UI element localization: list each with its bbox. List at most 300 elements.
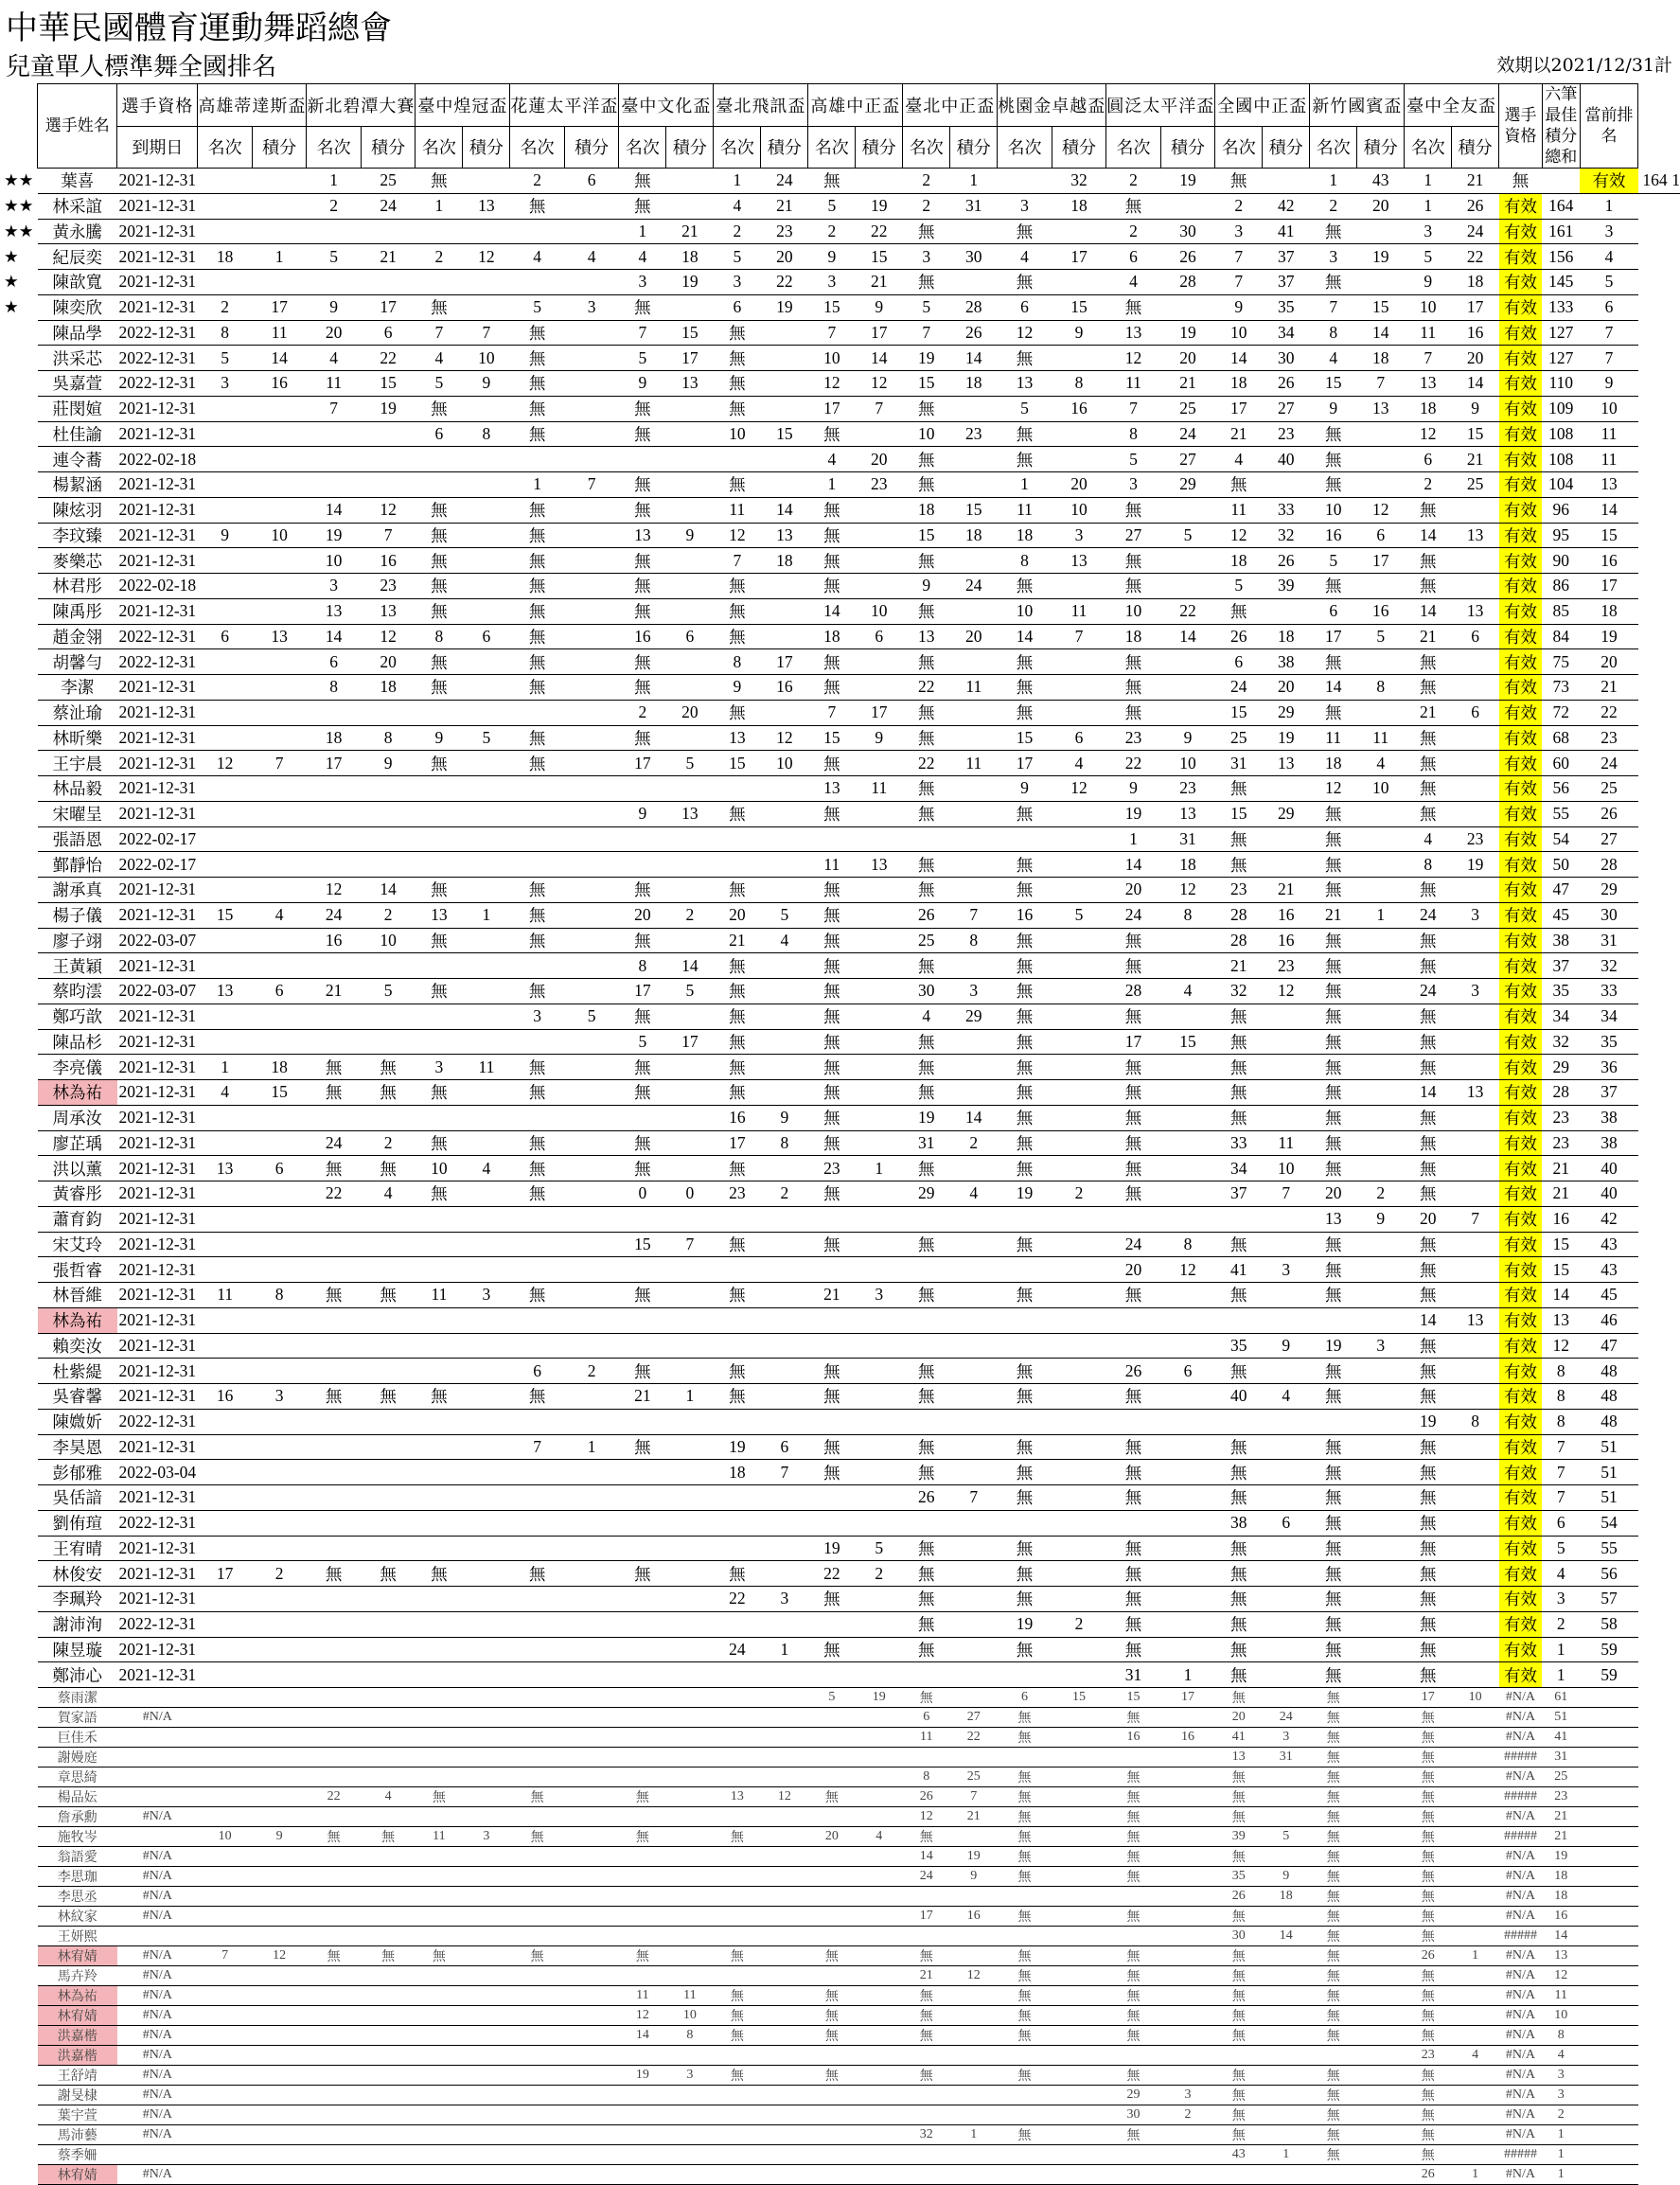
comp-points <box>761 1728 808 1748</box>
comp-rank: 11 <box>1215 497 1263 523</box>
comp-points <box>1052 878 1106 903</box>
comp-points <box>1452 1029 1499 1055</box>
comp-rank <box>903 2165 950 2185</box>
expiry-date <box>117 1728 198 1748</box>
comp-points <box>950 1156 998 1181</box>
comp-rank: 33 <box>1215 1130 1263 1156</box>
comp-points <box>856 1333 903 1359</box>
comp-rank <box>510 1307 565 1333</box>
comp-rank: 無 <box>1405 1662 1452 1688</box>
comp-points: 8 <box>1160 902 1215 928</box>
player-name: 王宥晴 <box>38 1536 117 1561</box>
comp-points <box>856 1206 903 1232</box>
unranked-row <box>4 1708 1680 1728</box>
comp-points <box>856 1460 903 1485</box>
star-rating <box>4 1768 38 1787</box>
comp-rank <box>198 675 253 701</box>
comp-rank: 5 <box>619 346 666 371</box>
comp-rank <box>307 826 362 852</box>
comp-points <box>463 1561 510 1587</box>
comp-rank <box>198 548 253 574</box>
comp-points <box>856 1485 903 1511</box>
comp-rank <box>198 270 253 295</box>
comp-rank: 13 <box>998 371 1052 397</box>
comp-rank: 無 <box>619 1283 666 1308</box>
comp-points <box>1357 1946 1405 1966</box>
comp-points <box>463 169 510 194</box>
comp-points: 0 <box>666 1181 714 1207</box>
comp-points <box>761 472 808 498</box>
comp-points: 24 <box>361 193 416 219</box>
best6-total: 23 <box>1542 1787 1580 1807</box>
current-rank <box>1580 1847 1638 1867</box>
comp-rank <box>808 1887 856 1907</box>
comp-points: 19 <box>1263 725 1310 751</box>
comp-rank: 無 <box>619 1359 666 1384</box>
comp-rank: 15 <box>903 523 950 548</box>
player-name: 張語恩 <box>38 826 117 852</box>
comp-points <box>564 1130 619 1156</box>
comp-points: 1 <box>1160 1662 1215 1688</box>
best6-total: 18 <box>1542 1867 1580 1887</box>
player-name: 詹承勳 <box>38 1807 117 1827</box>
star-rating <box>4 1827 38 1847</box>
comp-rank: 1 <box>1405 193 1452 219</box>
comp-rank: 無 <box>510 1946 565 1966</box>
unranked-row <box>4 2125 1680 2145</box>
player-row <box>4 1257 1680 1283</box>
comp-rank <box>1106 2046 1161 2066</box>
comp-rank <box>307 1409 362 1434</box>
comp-points <box>950 1986 998 2006</box>
comp-points: 24 <box>1160 421 1215 447</box>
player-row <box>4 1359 1680 1384</box>
comp-points: 7 <box>666 1232 714 1257</box>
best6-total: 23 <box>1542 1105 1580 1130</box>
comp-rank: 無 <box>510 1787 565 1807</box>
comp-rank <box>307 1333 362 1359</box>
comp-rank <box>307 1587 362 1612</box>
comp-rank: 11 <box>1310 725 1357 751</box>
comp-rank: 無 <box>1310 1927 1357 1946</box>
comp-points: 3 <box>1357 1333 1405 1359</box>
star-rating <box>4 447 38 472</box>
comp-rank <box>307 2066 362 2086</box>
comp-points <box>1052 1748 1106 1768</box>
comp-points: 17 <box>361 294 416 320</box>
comp-points <box>1452 1055 1499 1080</box>
comp-rank: 30 <box>1106 2105 1161 2125</box>
comp-rank: 無 <box>1215 1611 1263 1637</box>
comp-rank: 13 <box>1310 1206 1357 1232</box>
qualification-status: 有效 <box>1499 294 1543 320</box>
comp-rank: 2 <box>808 219 856 244</box>
unranked-row <box>4 1887 1680 1907</box>
comp-rank <box>198 1807 253 1827</box>
comp-points <box>856 1587 903 1612</box>
player-row <box>4 1510 1680 1536</box>
comp-rank: 無 <box>903 1055 950 1080</box>
qualification-status: 有效 <box>1499 320 1543 346</box>
comp-points <box>666 472 714 498</box>
comp-rank: 15 <box>1215 801 1263 826</box>
comp-rank: 4 <box>619 244 666 270</box>
star-rating <box>4 346 38 371</box>
comp-rank: 13 <box>1405 371 1452 397</box>
comp-points <box>666 776 714 802</box>
comp-points: 21 <box>856 270 903 295</box>
comp-points <box>463 447 510 472</box>
comp-points: 10 <box>252 523 307 548</box>
comp-rank: 無 <box>998 2006 1052 2026</box>
comp-points <box>463 2145 510 2165</box>
comp-rank: 無 <box>619 649 666 675</box>
qualification-status: 有效 <box>1499 1156 1543 1181</box>
comp-points <box>856 1907 903 1927</box>
player-row <box>4 497 1680 523</box>
comp-rank: 無 <box>307 1156 362 1181</box>
comp-rank: 17 <box>198 1561 253 1587</box>
comp-rank: 35 <box>1215 1333 1263 1359</box>
comp-rank <box>808 1966 856 1986</box>
comp-points: 6 <box>1452 700 1499 725</box>
comp-rank: 1 <box>714 169 761 194</box>
expiry-date: #N/A <box>117 1966 198 1986</box>
comp-rank: 無 <box>416 523 463 548</box>
comp-points <box>564 1946 619 1966</box>
comp-points <box>463 801 510 826</box>
comp-points <box>564 523 619 548</box>
best6-total: 12 <box>1542 1966 1580 1986</box>
comp-points <box>463 219 510 244</box>
comp-rank: 無 <box>1215 598 1263 624</box>
comp-points <box>666 497 714 523</box>
current-rank: 25 <box>1580 776 1638 802</box>
comp-rank <box>808 1927 856 1946</box>
comp-points <box>950 801 998 826</box>
comp-points <box>463 1662 510 1688</box>
comp-points <box>1263 1080 1310 1106</box>
comp-points <box>856 1105 903 1130</box>
comp-rank: 無 <box>1310 700 1357 725</box>
comp-rank <box>714 1748 761 1768</box>
comp-rank <box>198 1460 253 1485</box>
comp-rank: 14 <box>1106 852 1161 878</box>
comp-points <box>252 396 307 421</box>
player-name: 蔡昀澐 <box>38 979 117 1004</box>
comp-points <box>856 497 903 523</box>
expiry-date: #N/A <box>117 2165 198 2185</box>
comp-rank <box>198 1257 253 1283</box>
comp-rank: 無 <box>1310 928 1357 953</box>
comp-points: 23 <box>1263 953 1310 979</box>
comp-rank: 無 <box>1215 1946 1263 1966</box>
star-rating <box>4 2006 38 2026</box>
qualification-status: 有效 <box>1499 902 1543 928</box>
comp-rank: 無 <box>998 1728 1052 1748</box>
comp-rank: 無 <box>998 1004 1052 1029</box>
comp-rank <box>510 2066 565 2086</box>
comp-points <box>564 2086 619 2105</box>
star-rating <box>4 1080 38 1106</box>
comp-points: 14 <box>1263 1927 1310 1946</box>
comp-rank: 21 <box>714 928 761 953</box>
comp-rank: 無 <box>714 2006 761 2026</box>
comp-rank: 無 <box>1106 1156 1161 1181</box>
comp-rank <box>808 1907 856 1927</box>
comp-rank: 24 <box>1405 902 1452 928</box>
comp-points <box>1452 1867 1499 1887</box>
comp-rank: 無 <box>1310 1130 1357 1156</box>
comp-rank: 無 <box>1310 1485 1357 1511</box>
comp-rank: 2 <box>1310 193 1357 219</box>
comp-points <box>463 928 510 953</box>
expiry-date: 2021-12-31 <box>117 1257 198 1283</box>
comp-points: 9 <box>856 294 903 320</box>
player-name: 林為祐 <box>38 1080 117 1106</box>
comp-points: 13 <box>361 598 416 624</box>
comp-points <box>252 1510 307 1536</box>
comp-rank: 1 <box>998 472 1052 498</box>
best6-total: 1 <box>1542 1637 1580 1662</box>
comp-points: 15 <box>1052 294 1106 320</box>
comp-points <box>1263 598 1310 624</box>
comp-rank: 10 <box>198 1827 253 1847</box>
best6-total: 96 <box>1542 497 1580 523</box>
comp-rank: 1 <box>1405 169 1452 194</box>
best6-total: 75 <box>1542 649 1580 675</box>
comp-rank: 無 <box>1310 1510 1357 1536</box>
comp-rank: 無 <box>1215 1029 1263 1055</box>
star-rating: ★ <box>4 246 19 266</box>
comp-rank: 無 <box>1215 1688 1263 1708</box>
comp-points: 18 <box>1452 270 1499 295</box>
player-row <box>4 598 1680 624</box>
comp-points <box>1357 1080 1405 1106</box>
comp-rank: 無 <box>903 1587 950 1612</box>
current-rank: 26 <box>1580 801 1638 826</box>
comp-points: 1 <box>950 169 998 194</box>
comp-rank: 無 <box>903 1561 950 1587</box>
comp-rank <box>198 1927 253 1946</box>
comp-points: 11 <box>950 675 998 701</box>
comp-points <box>1052 1708 1106 1728</box>
comp-rank: 無 <box>1405 801 1452 826</box>
comp-rank <box>510 1768 565 1787</box>
comp-points <box>1357 2006 1405 2026</box>
comp-points <box>1452 801 1499 826</box>
comp-points <box>1160 1283 1215 1308</box>
comp-points <box>1052 1359 1106 1384</box>
comp-points <box>1263 2086 1310 2105</box>
comp-points <box>1452 1004 1499 1029</box>
comp-points <box>1052 1728 1106 1748</box>
player-name: 蔡季姍 <box>38 2145 117 2165</box>
star-rating <box>4 1748 38 1768</box>
comp-rank: 無 <box>808 1130 856 1156</box>
comp-points <box>1452 1748 1499 1768</box>
comp-rank: 無 <box>1405 1055 1452 1080</box>
comp-points <box>1263 1206 1310 1232</box>
comp-rank <box>510 270 565 295</box>
header-points: 積分 <box>856 126 903 169</box>
comp-rank: 無 <box>903 776 950 802</box>
comp-points: 10 <box>1052 497 1106 523</box>
comp-rank: 無 <box>1215 2125 1263 2145</box>
comp-rank <box>307 1768 362 1787</box>
current-rank: 20 <box>1580 649 1638 675</box>
comp-rank <box>416 852 463 878</box>
comp-rank: 無 <box>1215 1485 1263 1511</box>
current-rank: 27 <box>1580 826 1638 852</box>
comp-rank <box>714 1728 761 1748</box>
comp-points <box>1052 421 1106 447</box>
comp-rank: 無 <box>998 1130 1052 1156</box>
comp-rank <box>510 2006 565 2026</box>
best6-total: 37 <box>1542 953 1580 979</box>
comp-rank <box>1310 2165 1357 2185</box>
player-name: 胡馨勻 <box>38 649 117 675</box>
star-rating <box>4 472 38 498</box>
comp-rank: 無 <box>1106 675 1161 701</box>
comp-rank <box>1106 1206 1161 1232</box>
comp-points: 4 <box>761 928 808 953</box>
comp-points <box>1452 1708 1499 1728</box>
header-qualification: 選手資格 <box>117 84 198 127</box>
expiry-date: 2021-12-31 <box>117 244 198 270</box>
comp-rank: 無 <box>510 1055 565 1080</box>
comp-points <box>252 421 307 447</box>
best6-total: 104 <box>1542 472 1580 498</box>
comp-rank <box>307 1867 362 1887</box>
comp-points <box>361 953 416 979</box>
comp-rank <box>808 1728 856 1748</box>
comp-points <box>761 1055 808 1080</box>
comp-rank: 無 <box>510 1156 565 1181</box>
comp-points <box>666 1434 714 1460</box>
comp-rank: 5 <box>198 346 253 371</box>
comp-rank: 無 <box>510 497 565 523</box>
comp-points: 10 <box>1357 776 1405 802</box>
comp-points <box>1263 1561 1310 1587</box>
comp-points: 12 <box>1160 1257 1215 1283</box>
comp-points <box>252 1460 307 1485</box>
comp-rank <box>714 1510 761 1536</box>
comp-rank: 無 <box>1405 2026 1452 2046</box>
comp-points <box>950 1080 998 1106</box>
expiry-date: 2022-03-07 <box>117 928 198 953</box>
comp-rank: 41 <box>1215 1257 1263 1283</box>
current-rank <box>1580 1986 1638 2006</box>
comp-rank: 18 <box>1215 548 1263 574</box>
comp-rank: 無 <box>808 1946 856 1966</box>
comp-rank <box>808 1333 856 1359</box>
comp-points <box>1263 1283 1310 1308</box>
comp-rank: 18 <box>903 497 950 523</box>
comp-rank: 3 <box>1215 219 1263 244</box>
comp-rank: 無 <box>1310 574 1357 599</box>
comp-rank: 6 <box>1106 244 1161 270</box>
comp-rank <box>307 801 362 826</box>
comp-rank: 無 <box>1215 1768 1263 1787</box>
comp-points <box>1160 1887 1215 1907</box>
player-row <box>4 1307 1680 1333</box>
comp-points <box>1052 1510 1106 1536</box>
comp-points <box>856 979 903 1004</box>
comp-rank: 7 <box>510 1434 565 1460</box>
comp-points <box>1357 2046 1405 2066</box>
comp-points <box>1052 1004 1106 1029</box>
comp-points: 10 <box>856 598 903 624</box>
comp-rank: 6 <box>510 1359 565 1384</box>
comp-points: 17 <box>761 649 808 675</box>
comp-rank: 18 <box>1405 396 1452 421</box>
comp-points <box>666 421 714 447</box>
comp-rank: 3 <box>1310 244 1357 270</box>
comp-rank: 無 <box>808 1359 856 1384</box>
expiry-date: 2021-12-31 <box>117 1384 198 1410</box>
comp-rank: 無 <box>903 1946 950 1966</box>
comp-points: 21 <box>1452 169 1499 194</box>
comp-rank: 無 <box>998 1460 1052 1485</box>
current-rank: 33 <box>1580 979 1638 1004</box>
comp-rank <box>510 1257 565 1283</box>
comp-points <box>1452 1986 1499 2006</box>
comp-points <box>1160 574 1215 599</box>
comp-points <box>666 2086 714 2105</box>
comp-points: 8 <box>1452 1409 1499 1434</box>
qualification-status: 有效 <box>1499 1307 1543 1333</box>
comp-rank <box>307 776 362 802</box>
comp-points: 23 <box>856 472 903 498</box>
comp-rank: 6 <box>1310 598 1357 624</box>
comp-rank <box>510 2105 565 2125</box>
current-rank <box>1580 2105 1638 2125</box>
player-name: 李昊恩 <box>38 1434 117 1460</box>
expiry-date: #N/A <box>117 2026 198 2046</box>
comp-rank: 無 <box>619 497 666 523</box>
qualification-status: #N/A <box>1499 2066 1543 2086</box>
comp-points <box>361 1587 416 1612</box>
header-competition: 臺北飛訊盃 <box>714 84 808 127</box>
comp-points <box>950 1946 998 1966</box>
player-name: 陳品學 <box>38 320 117 346</box>
comp-points <box>1452 1561 1499 1587</box>
comp-rank <box>416 2105 463 2125</box>
comp-rank: 無 <box>998 1080 1052 1106</box>
comp-rank: 無 <box>1405 548 1452 574</box>
comp-rank <box>619 1847 666 1867</box>
player-row <box>4 548 1680 574</box>
comp-points <box>1357 1611 1405 1637</box>
comp-points: 32 <box>1263 523 1310 548</box>
comp-rank: 7 <box>903 320 950 346</box>
star-rating <box>4 1257 38 1283</box>
comp-rank: 無 <box>1310 2145 1357 2165</box>
comp-points <box>361 1029 416 1055</box>
comp-points <box>564 1384 619 1410</box>
comp-points <box>666 1728 714 1748</box>
comp-points <box>666 1055 714 1080</box>
comp-rank: 13 <box>1215 1748 1263 1768</box>
comp-points <box>761 1232 808 1257</box>
comp-points <box>666 1156 714 1181</box>
comp-points <box>1160 1485 1215 1511</box>
comp-rank: 無 <box>808 1384 856 1410</box>
comp-rank: 無 <box>808 1460 856 1485</box>
comp-points <box>666 1867 714 1887</box>
star-rating: ★★ <box>4 196 34 216</box>
